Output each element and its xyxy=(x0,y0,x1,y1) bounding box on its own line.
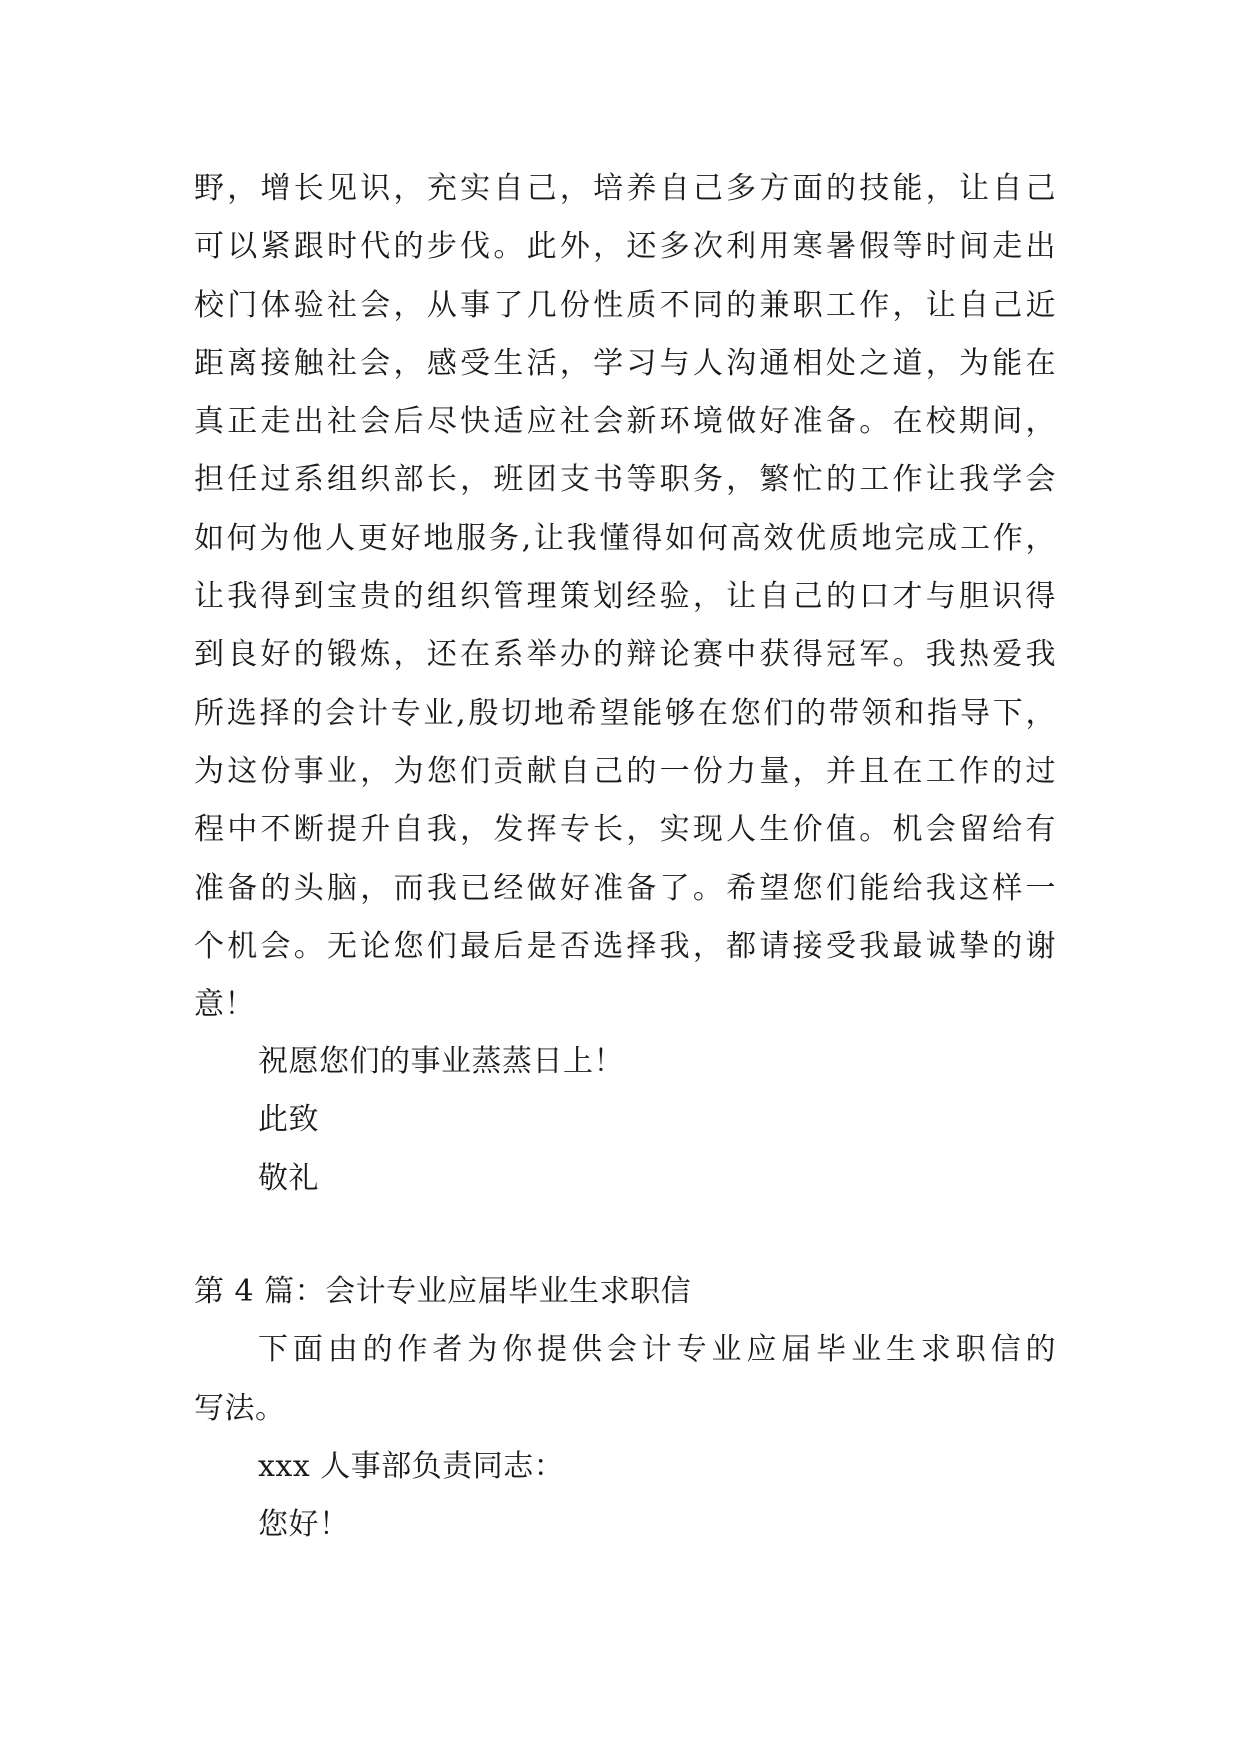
article-intro xyxy=(194,1321,1056,1438)
paragraph-line: 让我得到宝贵的组织管理策划经验，让自己的口才与胆识得 xyxy=(194,579,1056,615)
paragraph-line: 程中不断提升自我，发挥专长，实现人生价值。机会留给有 xyxy=(194,812,1056,848)
paragraph-line: 为这份事业，为您们贡献自己的一份力量，并且在工作的过 xyxy=(194,753,1056,789)
closing-regards: 敬礼 xyxy=(258,1160,319,1196)
closing-wish: 祝愿您们的事业蒸蒸日上！ xyxy=(258,1044,624,1079)
paragraph-line: 个机会。无论您们最后是否选择我，都请接受我最诚挚的谢 xyxy=(194,928,1056,964)
paragraph-line: 准备的头脑，而我已经做好准备了。希望您们能给我这样一 xyxy=(194,870,1056,906)
paragraph-line-last: 意！ xyxy=(194,987,255,1023)
article-heading: 第 4 篇：会计专业应届毕业生求职信 xyxy=(194,1274,692,1309)
paragraph-line: 到良好的锻炼，还在系举办的辩论赛中获得冠军。我热爱我 xyxy=(194,637,1056,673)
paragraph-line: 距离接触社会，感受生活，学习与人沟通相处之道，为能在 xyxy=(194,345,1056,381)
intro-line: 下面由的作者为你提供会计专业应届毕业生求职信的 xyxy=(258,1332,1056,1368)
paragraph-line: 可以紧跟时代的步伐。此外，还多次利用寒暑假等时间走出 xyxy=(194,229,1056,265)
closing-salutation: 此致 xyxy=(258,1102,319,1138)
letter-greeting: 您好！ xyxy=(258,1507,350,1543)
article-section xyxy=(194,1263,1056,1554)
paragraph-line: 校门体验社会，从事了几份性质不同的兼职工作，让自己近 xyxy=(194,287,1056,323)
paragraph-line: 所选择的会计专业,殷切地希望能够在您们的带领和指导下， xyxy=(194,695,1056,731)
paragraph-line: 野，增长见识，充实自己，培养自己多方面的技能，让自己 xyxy=(194,171,1056,206)
letter-addressee: xxx 人事部负责同志： xyxy=(258,1448,565,1484)
letter-closing xyxy=(194,1033,1056,1208)
intro-line: 写法。 xyxy=(194,1390,286,1426)
paragraph-line: 担任过系组织部长，班团支书等职务，繁忙的工作让我学会 xyxy=(194,462,1056,498)
paragraph-line: 真正走出社会后尽快适应社会新环境做好准备。在校期间， xyxy=(194,404,1056,440)
letter-body-paragraph xyxy=(194,160,1056,1034)
paragraph-line: 如何为他人更好地服务,让我懂得如何高效优质地完成工作， xyxy=(194,520,1056,556)
